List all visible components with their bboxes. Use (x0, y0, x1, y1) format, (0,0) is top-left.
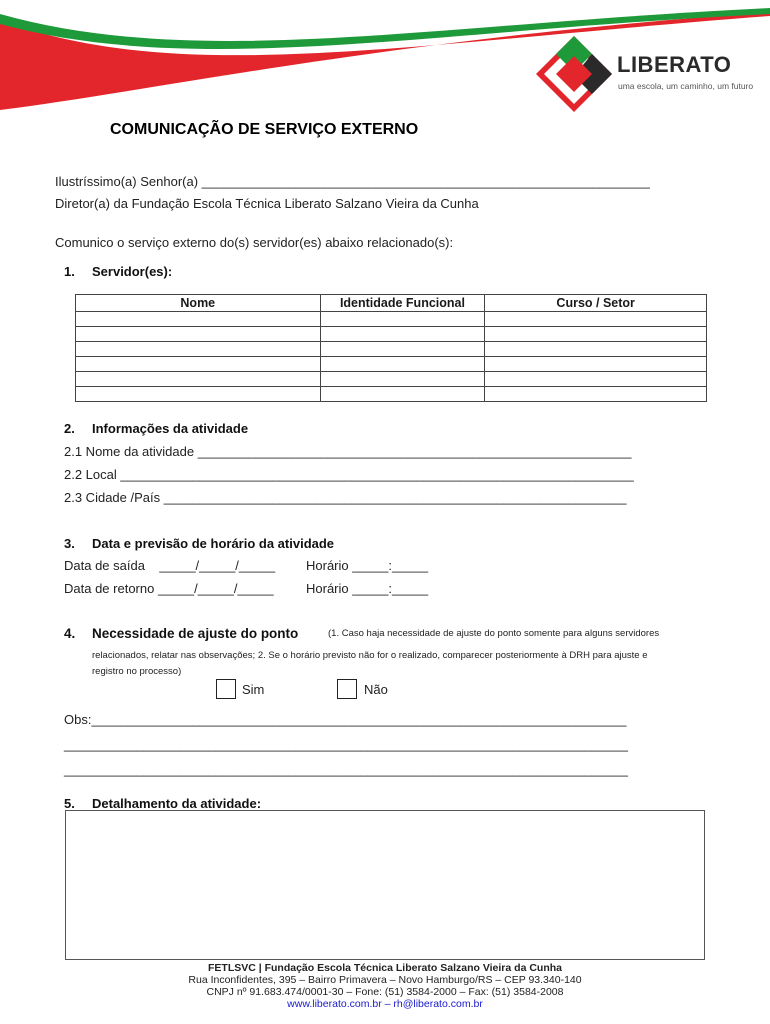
departure-date-field[interactable]: Data de saída _____/_____/_____ (64, 558, 276, 573)
table-row (76, 357, 707, 372)
section-3-heading (64, 536, 334, 551)
checkbox-nao[interactable] (337, 679, 357, 699)
cell-input[interactable] (76, 312, 321, 327)
return-date-field[interactable]: Data de retorno _____/_____/_____ (64, 581, 274, 596)
section-label: Necessidade de ajuste do ponto (92, 626, 299, 641)
page-title: COMUNICAÇÃO DE SERVIÇO EXTERNO (110, 121, 419, 138)
cell-input[interactable] (485, 387, 707, 402)
footer-org: FETLSVC | Fundação Escola Técnica Liberato Salzano Vieira da Cunha (207, 962, 562, 974)
adjust-note-1: (1. Caso haja necessidade de ajuste do ponto somente para alguns servidores (328, 628, 660, 639)
section-label: Data e previsão de horário da atividade (92, 536, 335, 551)
obs-field-1[interactable]: Obs:__________________________________________________________________________ (64, 712, 627, 727)
checkbox-sim[interactable] (216, 679, 236, 699)
column-header-nome: Nome (76, 295, 321, 312)
location-field[interactable]: 2.2 Local _______________________________________________________________________ (64, 467, 634, 482)
cell-input[interactable] (76, 372, 321, 387)
logo-name: LIBERATO (617, 52, 732, 77)
section-1-heading (64, 264, 172, 279)
section-number: 2. (64, 421, 75, 436)
section-label: Detalhamento da atividade: (92, 796, 262, 811)
option-nao-label: Não (364, 682, 388, 697)
city-country-field[interactable]: 2.3 Cidade /País ________________________________________________________________ (64, 490, 627, 505)
servers-table (75, 294, 707, 402)
director-line: Diretor(a) da Fundação Escola Técnica Liberato Salzano Vieira da Cunha (55, 196, 479, 211)
section-4-heading (64, 626, 298, 641)
logo-tagline: uma escola, um caminho, um futuro (618, 81, 754, 91)
footer-address: Rua Inconfidentes, 395 – Bairro Primavera – Novo Hamburgo/RS – CEP 93.340-140 (188, 974, 582, 986)
liberato-logo-icon (534, 34, 614, 114)
table-row (76, 387, 707, 402)
section-label: Servidor(es): (92, 264, 173, 279)
activity-detail-box[interactable] (65, 810, 705, 960)
table-row (76, 327, 707, 342)
table-row (76, 312, 707, 327)
cell-input[interactable] (485, 357, 707, 372)
cell-input[interactable] (485, 342, 707, 357)
column-header-identidade: Identidade Funcional (320, 295, 485, 312)
intro-text: Comunico o serviço externo do(s) servidor(es) abaixo relacionado(s): (55, 235, 454, 250)
obs-field-3[interactable]: ______________________________________________________________________________ (64, 762, 628, 777)
cell-input[interactable] (320, 312, 485, 327)
departure-time-field[interactable]: Horário _____:_____ (306, 558, 429, 573)
section-number: 3. (64, 536, 75, 551)
footer-contacts: CNPJ nº 91.683.474/0001-30 – Fone: (51) 3584-2000 – Fax: (51) 3584-2008 (206, 986, 564, 998)
table-row (76, 372, 707, 387)
cell-input[interactable] (76, 342, 321, 357)
table-row (76, 342, 707, 357)
cell-input[interactable] (485, 312, 707, 327)
activity-name-field[interactable]: 2.1 Nome da atividade ____________________________________________________________ (64, 444, 632, 459)
section-number: 4. (64, 626, 76, 641)
cell-input[interactable] (485, 327, 707, 342)
column-header-curso: Curso / Setor (485, 295, 707, 312)
section-2-heading (64, 421, 248, 436)
salutation-field[interactable]: Ilustríssimo(a) Senhor(a) ______________________________________________________________ (55, 174, 650, 189)
return-time-field[interactable]: Horário _____:_____ (306, 581, 429, 596)
section-number: 1. (64, 264, 75, 279)
obs-field-2[interactable]: ______________________________________________________________________________ (64, 737, 628, 752)
cell-input[interactable] (320, 387, 485, 402)
cell-input[interactable] (320, 342, 485, 357)
cell-input[interactable] (76, 357, 321, 372)
adjust-note-3: registro no processo) (92, 666, 182, 677)
cell-input[interactable] (320, 372, 485, 387)
footer-web-link[interactable]: www.liberato.com.br – rh@liberato.com.br (287, 998, 483, 1010)
section-number: 5. (64, 796, 75, 811)
cell-input[interactable] (76, 387, 321, 402)
cell-input[interactable] (76, 327, 321, 342)
option-sim-label: Sim (242, 682, 265, 697)
section-5-heading (64, 796, 261, 811)
cell-input[interactable] (320, 327, 485, 342)
cell-input[interactable] (485, 372, 707, 387)
section-label: Informações da atividade (92, 421, 249, 436)
cell-input[interactable] (320, 357, 485, 372)
adjust-note-2: relacionados, relatar nas observações; 2. Se o horário previsto não for o realizado, comparecer posteriormente à DRH para ajuste e (92, 650, 648, 661)
